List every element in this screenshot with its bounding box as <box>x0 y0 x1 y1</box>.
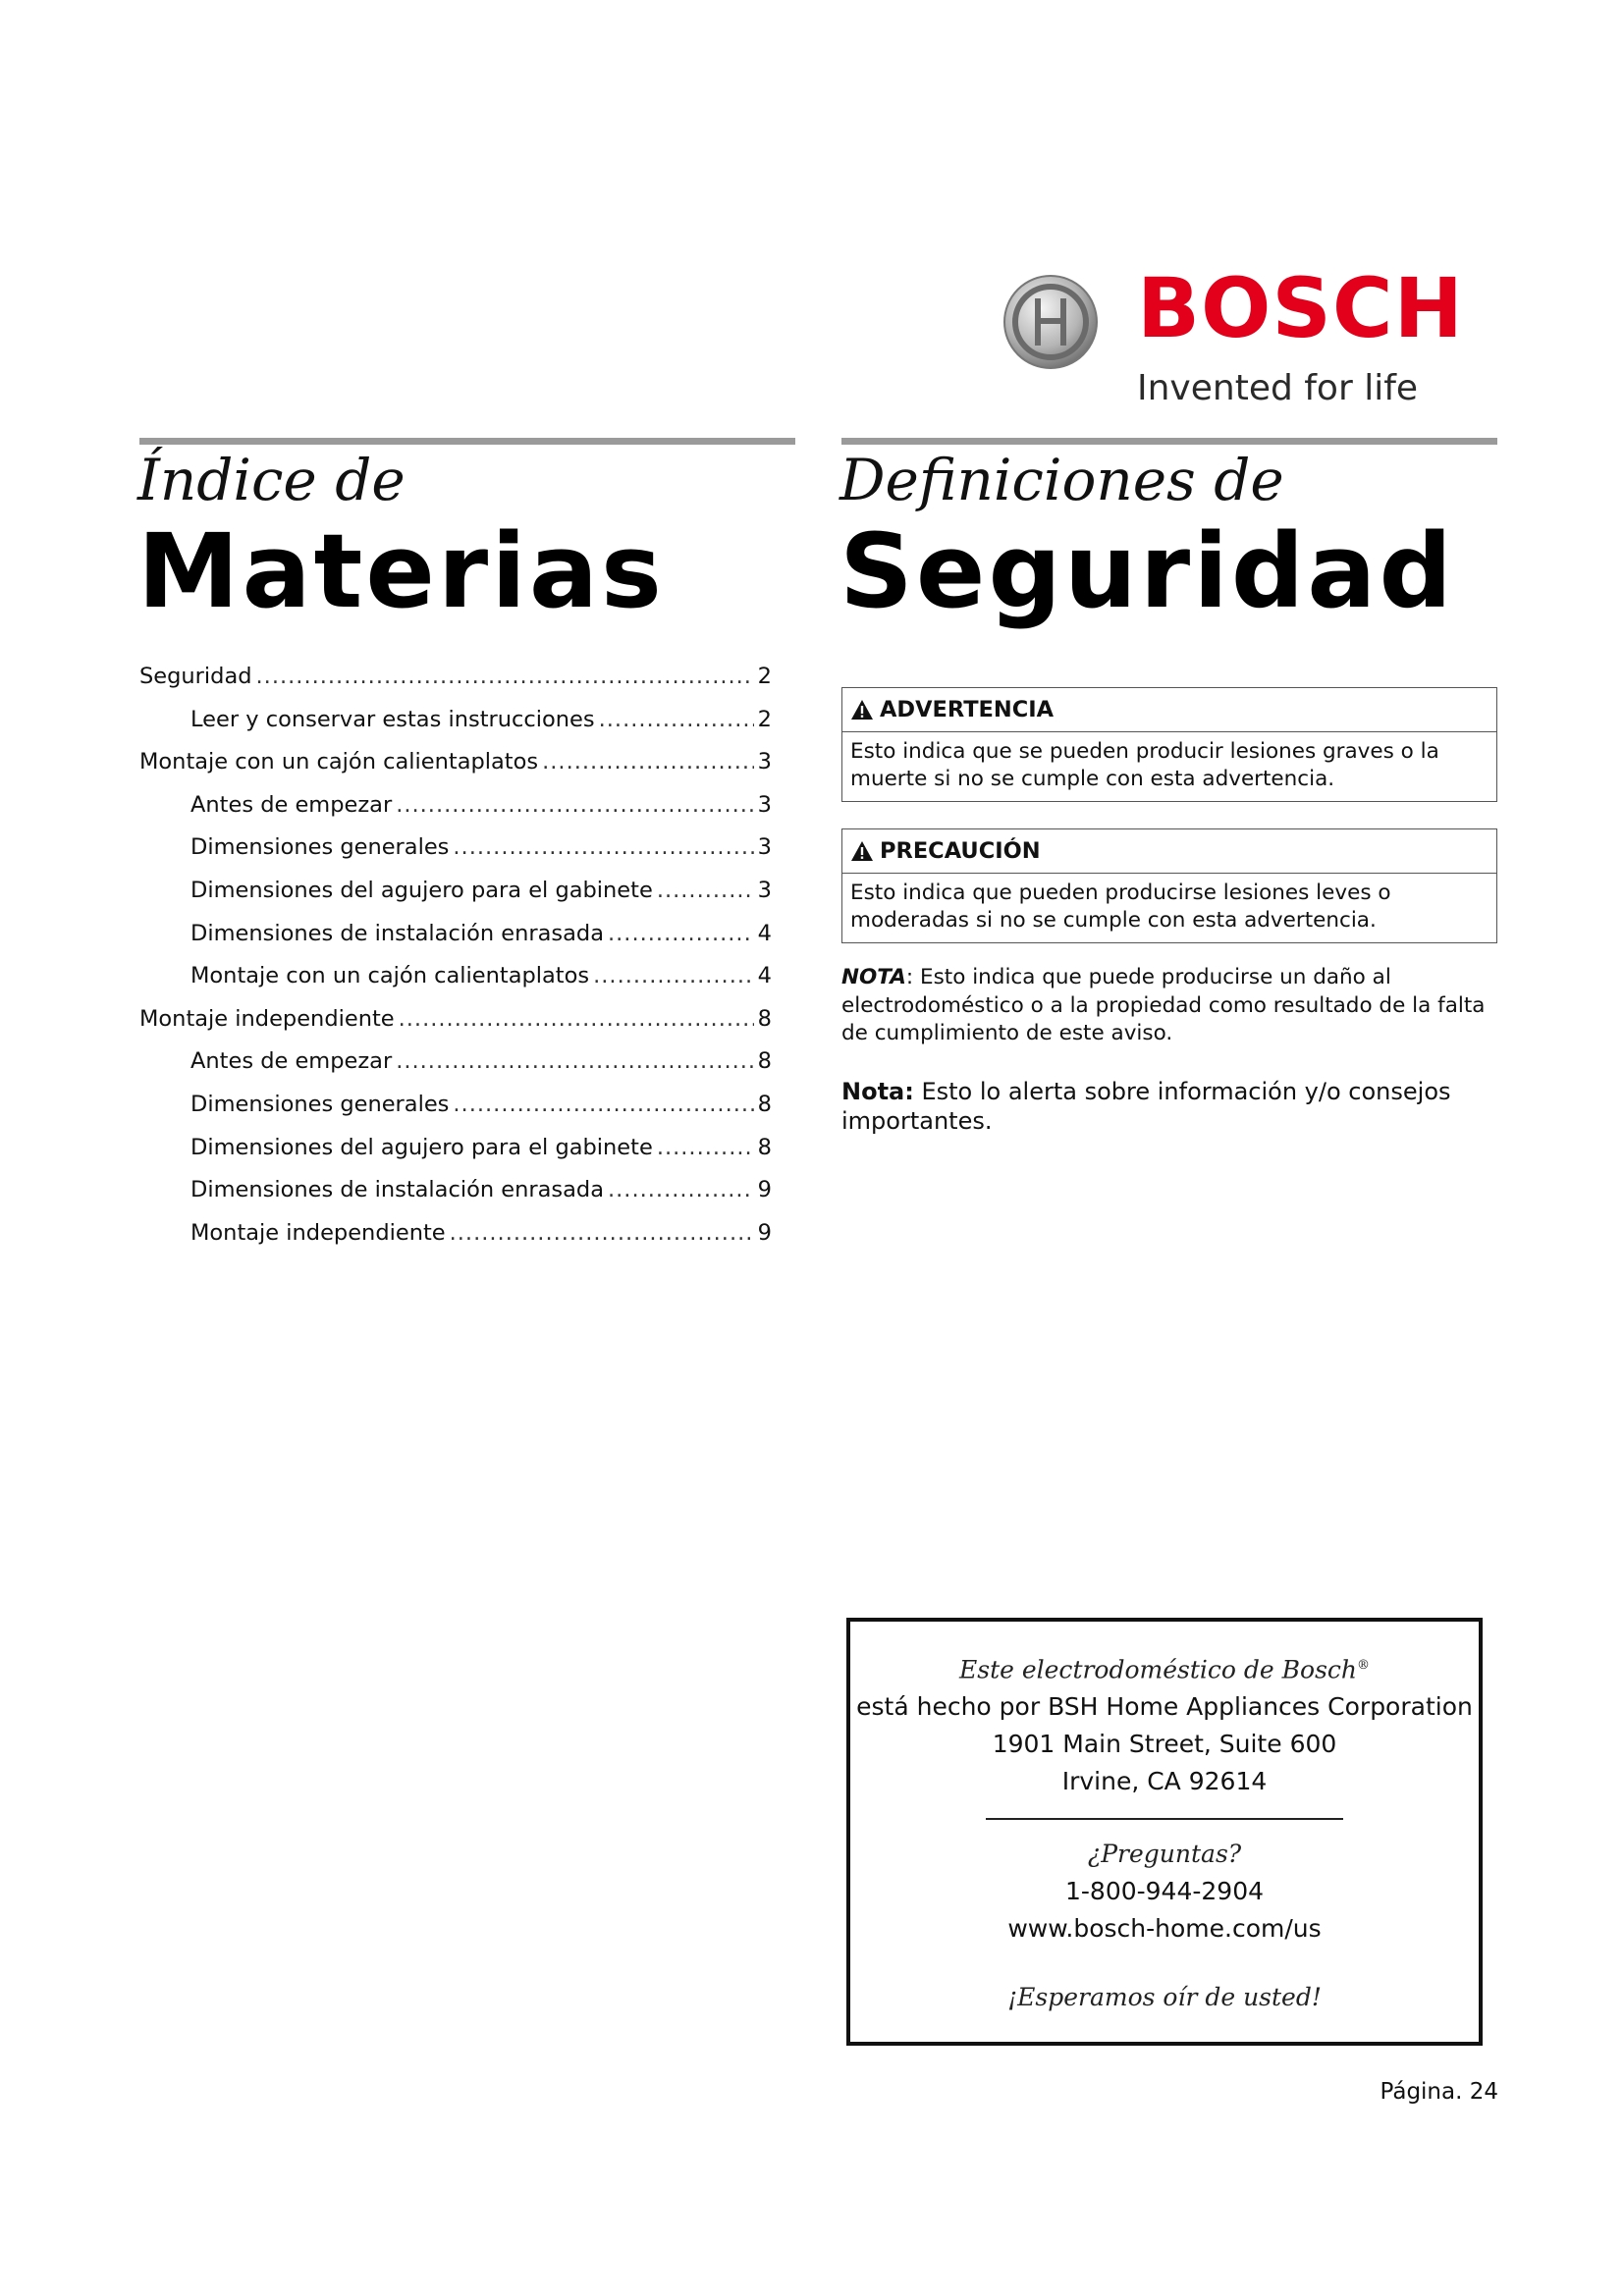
caution-box <box>841 828 1497 943</box>
toc-leader <box>608 921 754 946</box>
toc-heading-big: Materias <box>137 511 665 631</box>
address-street: 1901 Main Street, Suite 600 <box>992 1730 1337 1759</box>
safety-divider <box>841 438 1497 445</box>
toc-entry-page: 4 <box>757 920 772 946</box>
toc-leader <box>450 1220 754 1246</box>
toc-entry[interactable] <box>139 792 772 835</box>
toc-entry-label: Dimensiones del agujero para el gabinete <box>190 877 653 903</box>
warning-box <box>841 687 1497 802</box>
toc-entry-page: 8 <box>757 1048 772 1075</box>
toc-entry-page: 3 <box>757 749 772 775</box>
toc-entry-label: Montaje con un cajón calientaplatos <box>139 749 539 775</box>
toc-entry[interactable] <box>139 1048 772 1092</box>
toc-entry-label: Dimensiones de instalación enrasada <box>190 1177 604 1203</box>
warning-title: ADVERTENCIA <box>880 697 1055 722</box>
toc-entry-page: 3 <box>757 877 772 903</box>
warning-triangle-icon <box>850 699 874 721</box>
closing-message: ¡Esperamos oír de usted! <box>1007 1983 1322 2012</box>
registered-mark: ® <box>1357 1658 1371 1673</box>
toc-entry[interactable] <box>139 664 772 707</box>
toc-leader <box>256 664 754 689</box>
toc-entry-page: 3 <box>757 834 772 861</box>
warning-text: Esto indica que se pueden producir lesiones graves o la muerte si no se cumple con esta advertencia. <box>850 739 1439 791</box>
toc-divider <box>139 438 795 445</box>
toc-leader <box>593 963 754 988</box>
toc-entry-page: 3 <box>757 791 772 818</box>
toc-leader <box>396 1048 753 1074</box>
caution-triangle-icon <box>850 840 874 862</box>
caution-title: PRECAUCIÓN <box>880 838 1041 864</box>
toc-heading-small: Índice de <box>137 447 406 513</box>
nota-label: NOTA <box>841 965 906 989</box>
toc-entry-label: Montaje independiente <box>139 1005 395 1032</box>
toc-entry[interactable] <box>139 963 772 1006</box>
nota2-paragraph <box>841 1077 1495 1136</box>
toc-entry-label: Dimensiones de instalación enrasada <box>190 920 604 946</box>
toc-leader <box>542 749 754 774</box>
toc-leader <box>396 792 753 818</box>
toc-entry-page: 8 <box>757 1134 772 1160</box>
safety-heading-big: Seguridad <box>839 511 1455 631</box>
toc-entry[interactable] <box>139 921 772 964</box>
toc-leader <box>599 707 754 732</box>
page-number: Página. 24 <box>1380 2079 1498 2105</box>
toc-entry-label: Antes de empezar <box>190 1048 393 1075</box>
toc-leader <box>453 1092 753 1117</box>
toc-entry[interactable] <box>139 878 772 921</box>
toc-entry[interactable] <box>139 749 772 792</box>
toc-entry[interactable] <box>139 707 772 750</box>
website-link[interactable]: www.bosch-home.com/us <box>1007 1914 1322 1944</box>
toc-entry-label: Leer y conservar estas instrucciones <box>190 706 595 732</box>
toc-leader <box>608 1177 754 1202</box>
toc-entry[interactable] <box>139 1135 772 1178</box>
toc-entry[interactable] <box>139 1006 772 1049</box>
bosch-logo <box>1001 260 1464 420</box>
nota2-label: Nota: <box>841 1078 914 1105</box>
toc-entry-label: Montaje independiente <box>190 1219 446 1246</box>
toc-entry-label: Seguridad <box>139 664 252 689</box>
toc-entry-label: Dimensiones del agujero para el gabinete <box>190 1134 653 1160</box>
phone-number[interactable]: 1-800-944-2904 <box>1064 1877 1265 1906</box>
brand-name: BOSCH <box>1137 260 1464 356</box>
manufacturer-line: está hecho por BSH Home Appliances Corporation <box>856 1692 1473 1722</box>
toc-entry[interactable] <box>139 834 772 878</box>
table-of-contents <box>139 664 772 1262</box>
nota2-text: Esto lo alerta sobre información y/o consejos importantes. <box>841 1078 1451 1135</box>
appliance-intro: Este electrodoméstico de Bosch® <box>958 1655 1371 1684</box>
toc-entry-label: Antes de empezar <box>190 791 393 818</box>
nota-paragraph <box>841 964 1495 1048</box>
toc-entry-page: 2 <box>757 706 772 732</box>
brand-tagline: Invented for life <box>1137 368 1419 408</box>
contact-info-box <box>846 1618 1483 2046</box>
toc-entry-page: 8 <box>757 1091 772 1117</box>
toc-entry[interactable] <box>139 1220 772 1263</box>
questions-label: ¿Preguntas? <box>1087 1840 1242 1869</box>
safety-heading-small: Definiciones de <box>839 447 1284 513</box>
toc-leader <box>453 834 753 860</box>
toc-entry-label: Dimensiones generales <box>190 1091 450 1117</box>
toc-entry-page: 9 <box>757 1219 772 1246</box>
toc-leader <box>657 1135 754 1160</box>
toc-entry-page: 2 <box>757 664 772 689</box>
address-city: Irvine, CA 92614 <box>1061 1767 1268 1796</box>
caution-text: Esto indica que pueden producirse lesiones leves o moderadas si no se cumple con esta advertencia. <box>850 881 1391 933</box>
toc-entry-label: Montaje con un cajón calientaplatos <box>190 963 590 989</box>
toc-entry-page: 8 <box>757 1005 772 1032</box>
toc-leader <box>657 878 754 903</box>
bosch-emblem-icon <box>1001 273 1100 371</box>
caution-header <box>842 829 1496 874</box>
toc-entry[interactable] <box>139 1177 772 1220</box>
toc-leader <box>399 1006 754 1032</box>
toc-entry-page: 9 <box>757 1177 772 1203</box>
toc-entry[interactable] <box>139 1092 772 1135</box>
toc-entry-label: Dimensiones generales <box>190 834 450 861</box>
warning-header <box>842 688 1496 732</box>
toc-entry-page: 4 <box>757 963 772 989</box>
nota-text: : Esto indica que puede producirse un daño al electrodoméstico o a la propiedad como resultado de la falta de cumplimiento de este aviso. <box>841 965 1486 1045</box>
